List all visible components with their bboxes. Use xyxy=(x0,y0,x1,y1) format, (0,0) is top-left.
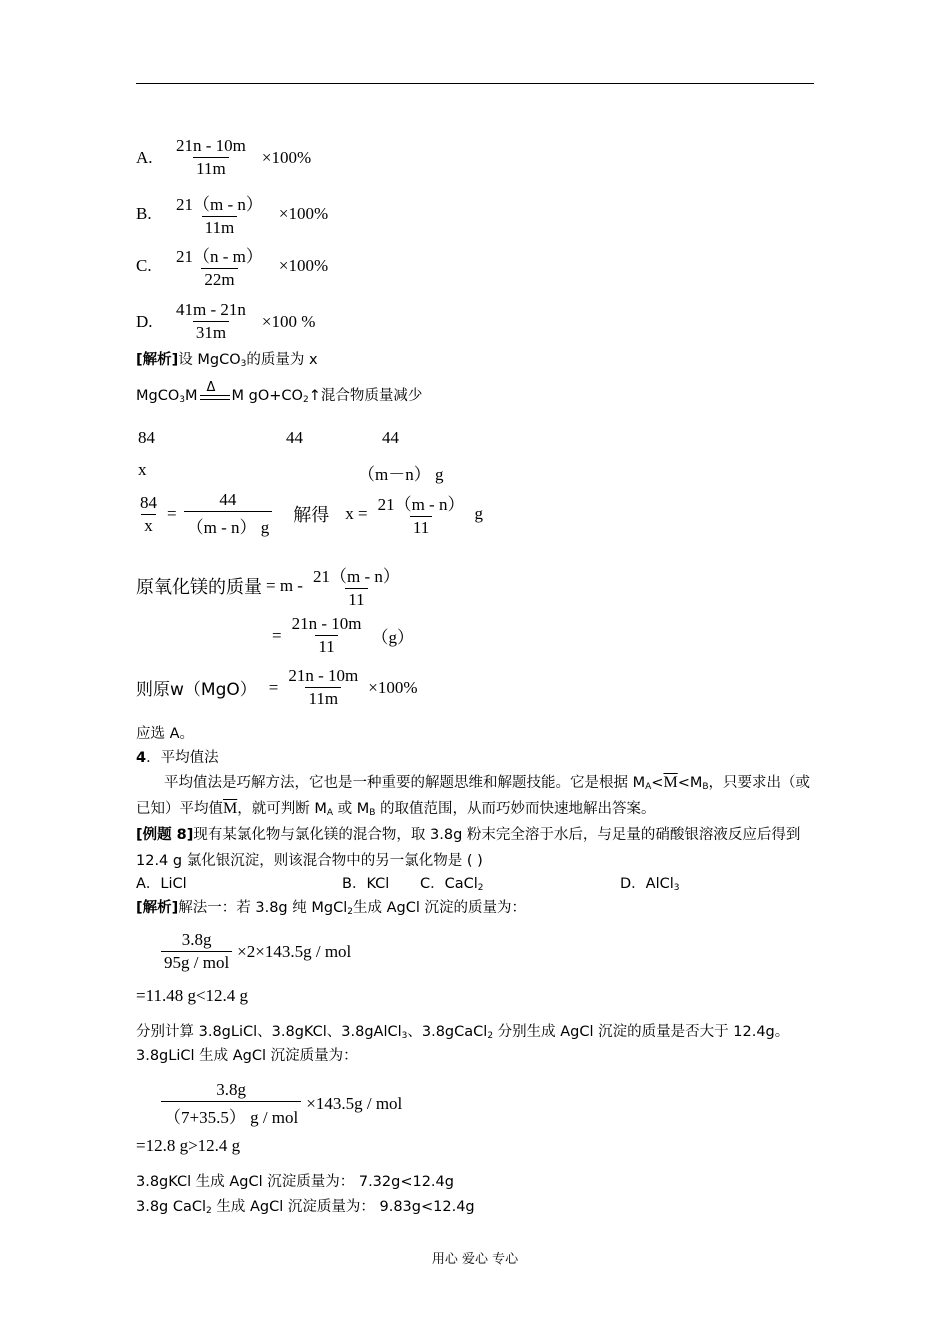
analysis-line: [解析]设 MgCO$_3$的质量为 x xyxy=(136,352,318,369)
example-question: [例题 8]现有某氯化物与氯化镁的混合物，取 3.8g 粉末完全溶于水后，与足量的硝酸银溶液反应后得到 12.4 g 氯化银沉淀，则该混合物中的另一氯化物是 ( ) xyxy=(136,827,801,869)
stoich-value: 84 xyxy=(138,428,155,447)
reaction-equation: MgCO$_3$M Δ M $gO+CO_2↑$混合物质量减少 xyxy=(136,380,423,405)
fraction: $\frac{3.8g}{\text{（7+35.5） g / mol}}$ xyxy=(161,1080,301,1128)
fraction: $\frac{21(m - n)}{11}$ xyxy=(312,567,400,609)
mgo-mass-result: = $\frac{21n - 10m}{11}$ （g） xyxy=(272,614,414,656)
fraction: $\frac{3.8g}{\text{95g / mol}}$ xyxy=(161,930,232,973)
calc-mgcl2: $\frac{3.8g}{\text{95g / mol}}$ ×2×143.5g / mol xyxy=(158,930,351,973)
fraction: $\frac{84}{x}$ xyxy=(140,492,157,535)
page-footer: 用心 爱心 专心 xyxy=(431,1252,519,1267)
example-option-d: D．AlCl$_3$ xyxy=(620,876,680,893)
option-tail: ×100 % xyxy=(261,311,316,331)
section-heading: 4．平均值法 xyxy=(136,750,219,766)
fraction: $\frac{44}{(m - n) g}$ xyxy=(184,490,273,538)
fraction: $\frac{21(m - n)}{11}$ xyxy=(377,495,465,537)
example-option-c: C．CaCl$_2$ xyxy=(420,876,484,893)
stoich-value: （m－n） g xyxy=(358,465,444,484)
fraction: $\frac{21(m - n)}{11m}$ xyxy=(176,195,263,237)
proportion-equation: $\frac{84}{x}$ = $\frac{44}{(m - n) g}$ 解得 x = $\frac{21(m - n)}{11}$ g xyxy=(134,490,483,538)
mgo-fraction-line: 则原w（MgO） = $\frac{21n - 10m}{11m}$ ×100% xyxy=(136,666,418,708)
fraction: $\frac{21(n - m)}{22m}$ xyxy=(176,247,263,289)
option-b xyxy=(136,190,328,238)
example-option-a: A．LiCl xyxy=(136,876,187,892)
option-c xyxy=(136,242,328,290)
option-a xyxy=(136,136,311,179)
answer-line: 应选 A。 xyxy=(136,726,195,742)
stoich-value: 44 xyxy=(382,428,399,447)
option-tail: ×100% xyxy=(278,256,329,275)
analysis-label: [解析] xyxy=(136,352,179,368)
kcl-line: 3.8gKCl 生成 AgCl 沉淀质量为： 7.32g<12.4g xyxy=(136,1174,454,1190)
compare-line: 分别计算 3.8gLiCl、3.8gKCl、3.8gAlCl$_3$、3.8gCaCl$_2$ 分别生成 AgCl 沉淀的质量是否大于 12.4g。 xyxy=(136,1024,790,1041)
heat-equals-sign: Δ xyxy=(198,386,232,406)
option-d xyxy=(136,300,315,343)
option-letter: C. xyxy=(136,256,152,275)
stoich-value: x xyxy=(138,460,147,479)
fraction: $\frac{21n - 10m}{11m}$ xyxy=(176,136,246,178)
stoich-value: 44 xyxy=(286,428,303,447)
option-tail: ×100% xyxy=(278,204,329,223)
cacl2-line: 3.8g CaCl$_2$ 生成 AgCl 沉淀质量为： 9.83g<12.4g xyxy=(136,1199,475,1216)
calc-result: =11.48 g<12.4 g xyxy=(136,986,249,1005)
option-tail: ×100% xyxy=(261,147,312,167)
licl-line: 3.8gLiCl 生成 AgCl 沉淀质量为： xyxy=(136,1048,358,1064)
analysis-line-2: [解析]解法一：若 3.8g 纯 MgCl$_2$生成 AgCl 沉淀的质量为： xyxy=(136,900,526,917)
average-method-paragraph: 平均值法是巧解方法，它也是一种重要的解题思维和解题技能。它是根据 $M_A<\overline{M}<M_B$，只要求出（或已知）平均值$\overline{M}$，就可判断 $M_A$ 或 $M_B$ 的取值范围，从而巧妙而快速地解出答案。 xyxy=(136,774,811,818)
calc-result: =12.8 g>12.4 g xyxy=(136,1136,241,1155)
example-option-b: B．KCl xyxy=(342,876,390,892)
calc-licl: $\frac{3.8g}{\text{（7+35.5） g / mol}}$ ×143.5g / mol xyxy=(158,1080,402,1128)
option-letter: A. xyxy=(136,147,153,167)
option-letter: D. xyxy=(136,311,153,331)
fraction: $\frac{21n - 10m}{11}$ xyxy=(291,614,362,656)
header-rule xyxy=(136,83,814,84)
fraction: $\frac{21n - 10m}{11m}$ xyxy=(288,666,359,708)
mgo-mass-line: 原氧化镁的质量 = m - $\frac{21(m - n)}{11}$ xyxy=(136,562,406,610)
fraction: $\frac{41m - 21n}{31m}$ xyxy=(176,300,246,342)
option-letter: B. xyxy=(136,204,152,223)
